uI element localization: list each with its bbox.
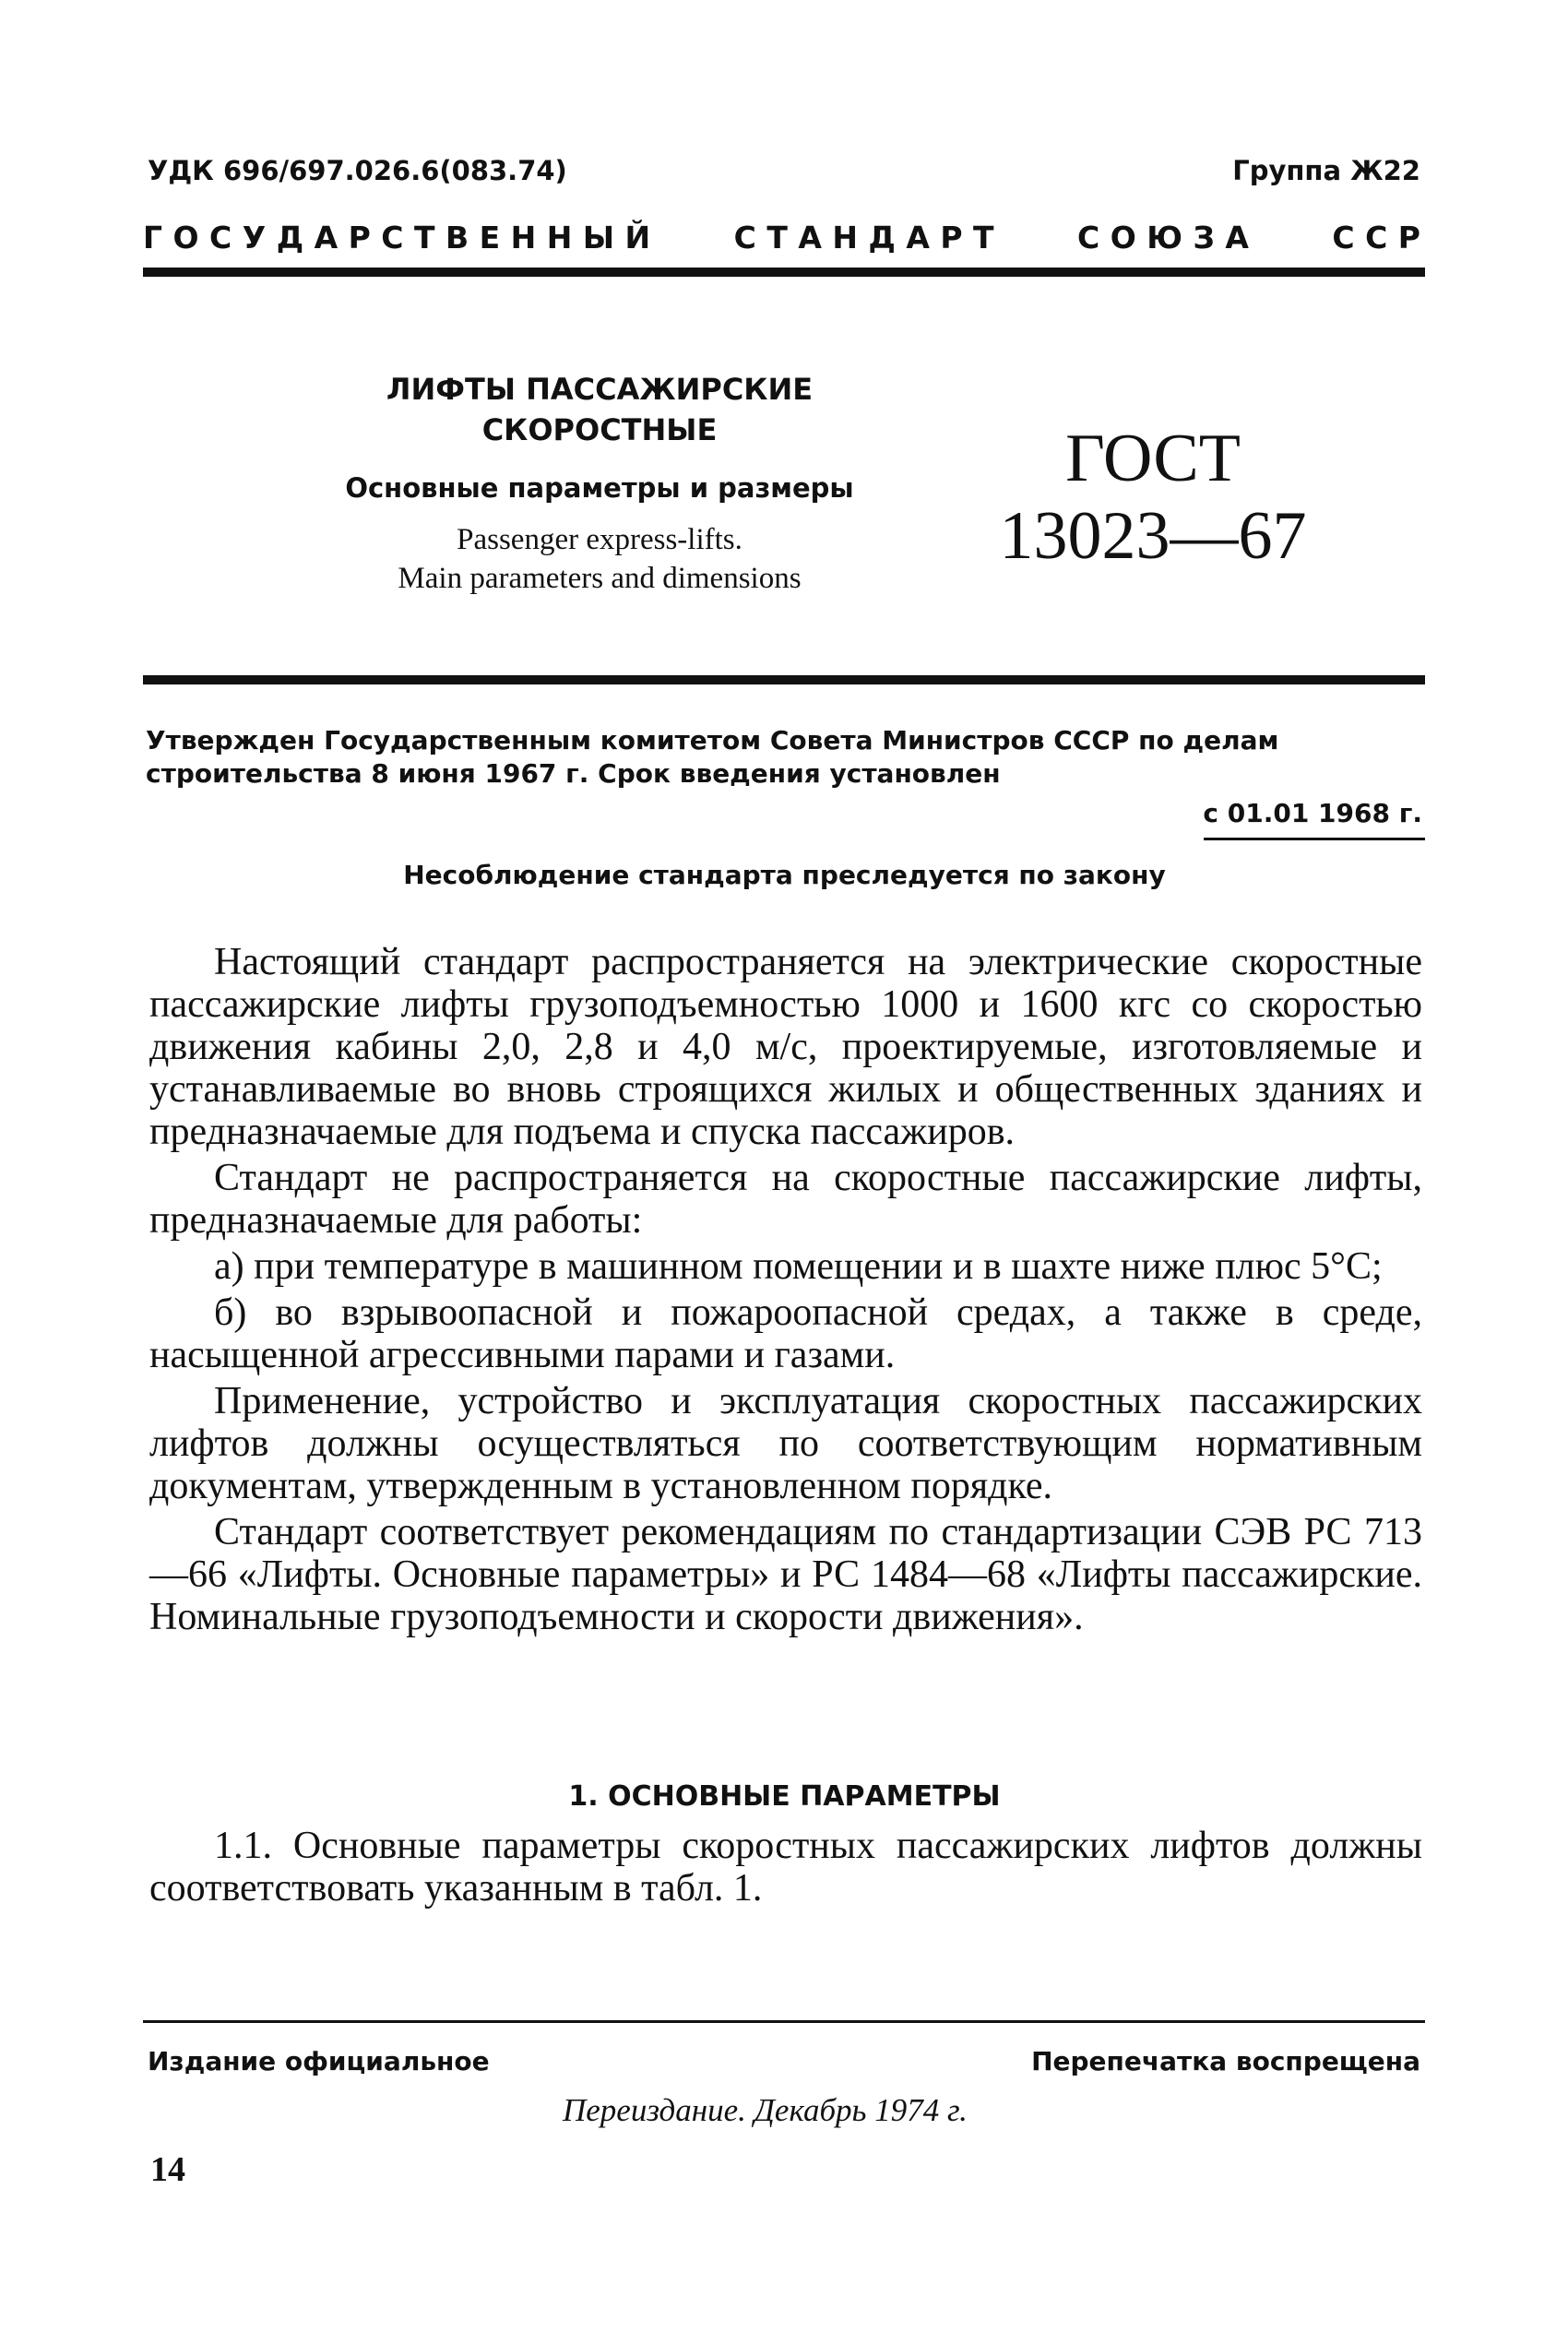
english-title-2: Main parameters and dimensions (398, 562, 802, 595)
paragraph: а) при температуре в машинном помещении и в шахте ниже плюс 5°С; (214, 1245, 1383, 1288)
gost-designation (959, 420, 1347, 575)
title-block (277, 369, 922, 598)
english-title-1: Passenger express-lifts. (457, 523, 742, 556)
paragraph: Настоящий стандарт распространяется на электрические скоростные пассажирские лифты грузоподъемностью 1000 и 1600 кгс со скоростью движения кабины 2,0, 2,8 и 4,0 м/с, проектируемые, изготовляемые и устанавливаемые во вновь строящихся жилых и общественных зданиях и предназначаемые для подъема и спуска пассажиров. (149, 941, 1422, 1153)
reprint-prohibited: Перепечатка воспрещена (1031, 2046, 1420, 2076)
body-text (149, 941, 1422, 1638)
banner-word: С Т А Н Д А Р Т (733, 220, 994, 256)
paragraph: б) во взрывоопасной и пожароопасной средах, а также в среде, насыщенной агрессивными парами и газами. (149, 1291, 1422, 1376)
penalty-notice: Несоблюдение стандарта преследуется по закону (403, 860, 1166, 890)
reissue-note: Переиздание. Декабрь 1974 г. (563, 2092, 968, 2128)
title-line-2: СКОРОСТНЫЕ (481, 412, 718, 447)
banner-word: С С Р (1332, 220, 1420, 256)
page-number: 14 (150, 2150, 185, 2189)
banner-word: С О Ю З А (1076, 220, 1249, 256)
paragraph: Стандарт не распространяется на скоростные пассажирские лифты, предназначаемые для работы: (149, 1157, 1422, 1242)
header-rule (143, 268, 1425, 277)
title-line-1: ЛИФТЫ ПАССАЖИРСКИЕ (386, 372, 814, 407)
group-code: Группа Ж22 (1232, 155, 1420, 186)
clause-1-1 (149, 1825, 1422, 1910)
paragraph: 1.1. Основные параметры скоростных пассажирских лифтов должны соответствовать указанным в табл. 1. (149, 1825, 1422, 1910)
approval-text: Утвержден Государственным комитетом Совета Министров СССР по делам строительства 8 июня 1967 г. Срок введения установлен (146, 725, 1279, 789)
footer-rule (143, 2020, 1425, 2023)
state-standard-banner (143, 220, 1420, 256)
section-heading: 1. ОСНОВНЫЕ ПАРАМЕТРЫ (568, 1780, 1001, 1813)
introduction-date: с 01.01 1968 г. (1203, 798, 1422, 828)
udk-code: УДК 696/697.026.6(083.74) (148, 155, 567, 186)
official-edition: Издание официальное (148, 2046, 490, 2076)
banner-word: Г О С У Д А Р С Т В Е Н Н Ы Й (143, 220, 651, 256)
paragraph: Применение, устройство и эксплуатация скоростных пассажирских лифтов должны осуществляться по соответствующим нормативным документам, утвержденным в установленном порядке. (149, 1380, 1422, 1507)
gost-number: 13023—67 (999, 498, 1307, 574)
paragraph: Стандарт соответствует рекомендациям по стандартизации СЭВ РС 713—66 «Лифты. Основные параметры» и РС 1484—68 «Лифты пассажирские. Номинальные грузоподъемности и скорости движения». (149, 1511, 1422, 1638)
gost-label: ГОСТ (1065, 421, 1241, 496)
subtitle: Основные параметры и размеры (345, 472, 854, 504)
date-underline (1204, 838, 1425, 840)
title-rule (143, 675, 1425, 684)
